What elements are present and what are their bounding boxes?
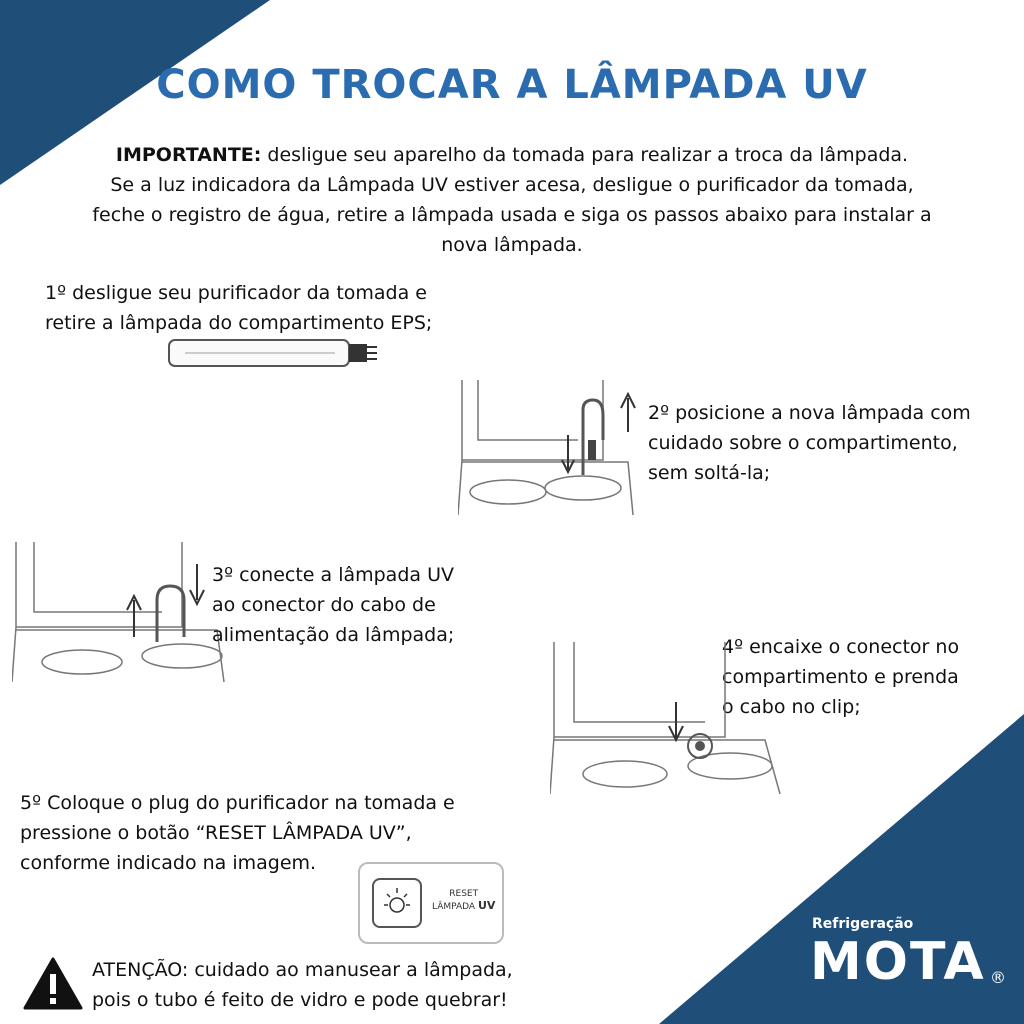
step-4-illustration — [550, 642, 785, 794]
step-5-line-3: conforme indicado na imagem. — [20, 852, 317, 874]
step-1-line-2: retire a lâmpada do compartimento EPS; — [45, 312, 433, 334]
intro-line-1: desligue seu aparelho da tomada para realizar a troca da lâmpada. — [261, 144, 909, 166]
warning-text — [92, 955, 513, 1015]
reset-button[interactable] — [372, 878, 422, 928]
step-4-line-1: 4º encaixe o conector no — [722, 636, 960, 658]
step-2-illustration — [458, 380, 643, 515]
reset-panel — [358, 862, 504, 944]
step-3-text — [212, 560, 454, 650]
brand-logo: MOTA — [810, 932, 986, 992]
registered-mark: ® — [990, 968, 1006, 987]
step-5-line-2: pressione o botão “RESET LÂMPADA UV”, — [20, 822, 412, 844]
intro-line-4: nova lâmpada. — [441, 234, 583, 256]
step-2-line-3: sem soltá-la; — [648, 462, 771, 484]
step-4-line-3: o cabo no clip; — [722, 696, 861, 718]
reset-label-line-1: RESET — [449, 889, 479, 899]
step-2-line-1: 2º posicione a nova lâmpada com — [648, 402, 971, 424]
intro-line-3: feche o registro de água, retire a lâmpada usada e siga os passos abaixo para instalar a — [92, 204, 932, 226]
step-1-text — [45, 278, 432, 338]
reset-label-line-2: LÂMPADA — [432, 902, 476, 912]
page-title: COMO TROCAR A LÂMPADA UV — [156, 62, 868, 108]
step-5-line-1: 5º Coloque o plug do purificador na tomada e — [20, 792, 455, 814]
step-2-text — [648, 398, 971, 488]
warning-icon — [22, 956, 84, 1012]
reset-label — [432, 888, 495, 913]
intro-text — [40, 140, 984, 260]
step-3-illustration — [12, 542, 227, 682]
uv-lamp-illustration — [165, 336, 380, 372]
lamp-icon — [374, 880, 420, 926]
step-3-line-1: 3º conecte a lâmpada UV — [212, 564, 454, 586]
step-4-line-2: compartimento e prenda — [722, 666, 959, 688]
intro-line-2: Se a luz indicadora da Lâmpada UV estiver acesa, desligue o purificador da tomada, — [110, 174, 914, 196]
step-2-line-2: cuidado sobre o compartimento, — [648, 432, 958, 454]
important-label: IMPORTANTE: — [115, 144, 262, 166]
step-1-line-1: 1º desligue seu purificador da tomada e — [45, 282, 427, 304]
warning-line-1: ATENÇÃO: cuidado ao manusear a lâmpada, — [92, 959, 513, 981]
brand-subtitle: Refrigeração — [812, 916, 914, 932]
warning-line-2: pois o tubo é feito de vidro e pode quebrar! — [92, 989, 508, 1011]
reset-label-line-3: UV — [477, 899, 496, 912]
step-3-line-2: ao conector do cabo de — [212, 594, 436, 616]
step-3-line-3: alimentação da lâmpada; — [212, 624, 455, 646]
